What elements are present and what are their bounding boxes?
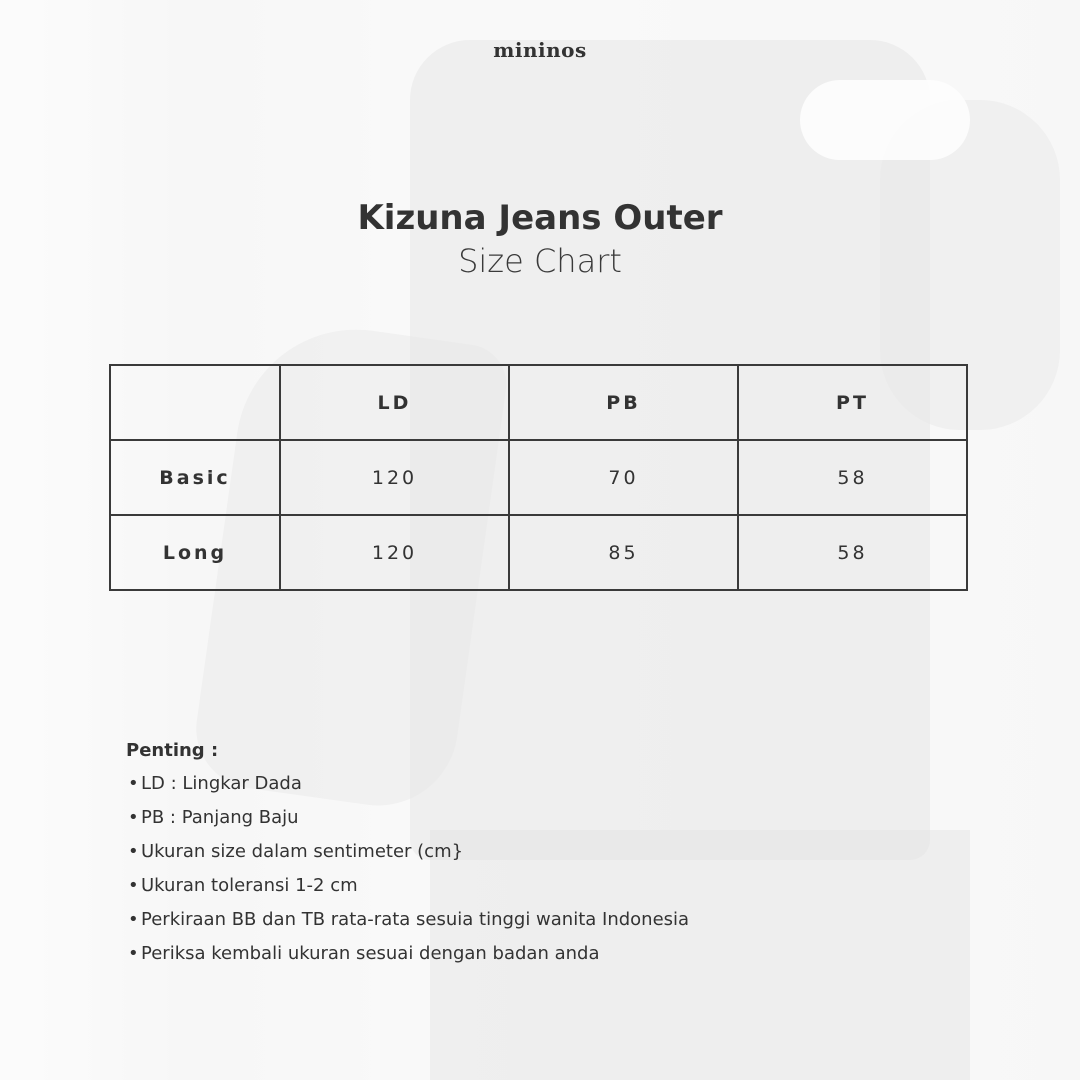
cell-basic-pb: 70 (509, 440, 738, 515)
list-item: • Ukuran size dalam sentimeter (cm} (141, 835, 726, 869)
header-empty-cell (110, 365, 280, 440)
list-item: • PB : Panjang Baju (141, 801, 726, 835)
list-item: • Periksa kembali ukuran sesuai dengan badan anda (141, 937, 726, 971)
row-label-long: Long (110, 515, 280, 590)
header-pb: PB (509, 365, 738, 440)
notes-section (126, 740, 726, 971)
header-ld: LD (280, 365, 509, 440)
cell-basic-ld: 120 (280, 440, 509, 515)
page-title: Kizuna Jeans Outer (357, 198, 723, 238)
row-label-basic: Basic (110, 440, 280, 515)
list-item: • Ukuran toleransi 1-2 cm (141, 869, 726, 903)
cell-long-ld: 120 (280, 515, 509, 590)
page-subtitle: Size Chart (458, 242, 622, 280)
size-chart-table (109, 364, 968, 591)
cell-basic-pt: 58 (738, 440, 967, 515)
cell-long-pb: 85 (509, 515, 738, 590)
table-row (110, 515, 967, 590)
table-header-row (110, 365, 967, 440)
brand-logo: mininos (493, 38, 587, 62)
notes-heading: Penting : (126, 740, 219, 761)
table-row (110, 440, 967, 515)
cell-long-pt: 58 (738, 515, 967, 590)
list-item: • Perkiraan BB dan TB rata-rata sesuia tinggi wanita Indonesia (141, 903, 726, 937)
list-item: • LD : Lingkar Dada (141, 767, 726, 801)
header-pt: PT (738, 365, 967, 440)
notes-list (126, 767, 726, 971)
